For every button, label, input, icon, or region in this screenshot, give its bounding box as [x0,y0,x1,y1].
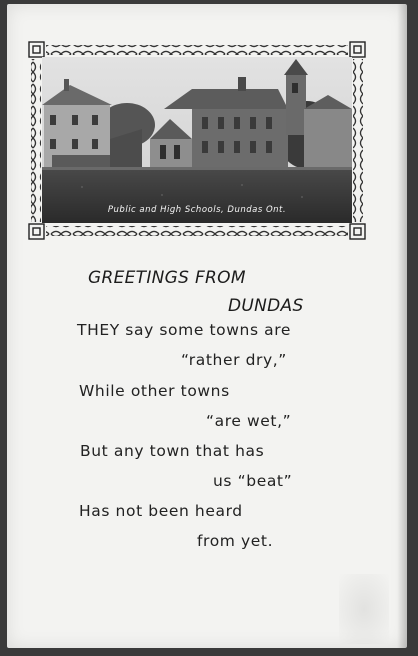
school-photo [42,57,352,223]
greeting-title-line2: DUNDAS [228,296,304,316]
paper-smudge [339,574,389,644]
poem-line-8: from yet. [197,532,274,550]
edge-shadow [397,4,407,648]
greeting-title-line1: GREETINGS FROM [88,268,246,288]
poem-line-3: While other towns [79,382,230,400]
postcard [7,4,407,648]
poem-line-4: “are wet,” [206,412,292,430]
school-scene-illustration [42,57,352,223]
poem-line-2: “rather dry,” [181,351,287,369]
poem-line-1: THEY say some towns are [77,321,292,339]
photo-caption: Public and High Schools, Dundas Ont. [107,205,287,215]
poem-line-6: us “beat” [213,472,293,490]
poem-line-7: Has not been heard [79,502,243,520]
photo-frame [28,39,366,242]
poem-line-5: But any town that has [80,442,265,460]
